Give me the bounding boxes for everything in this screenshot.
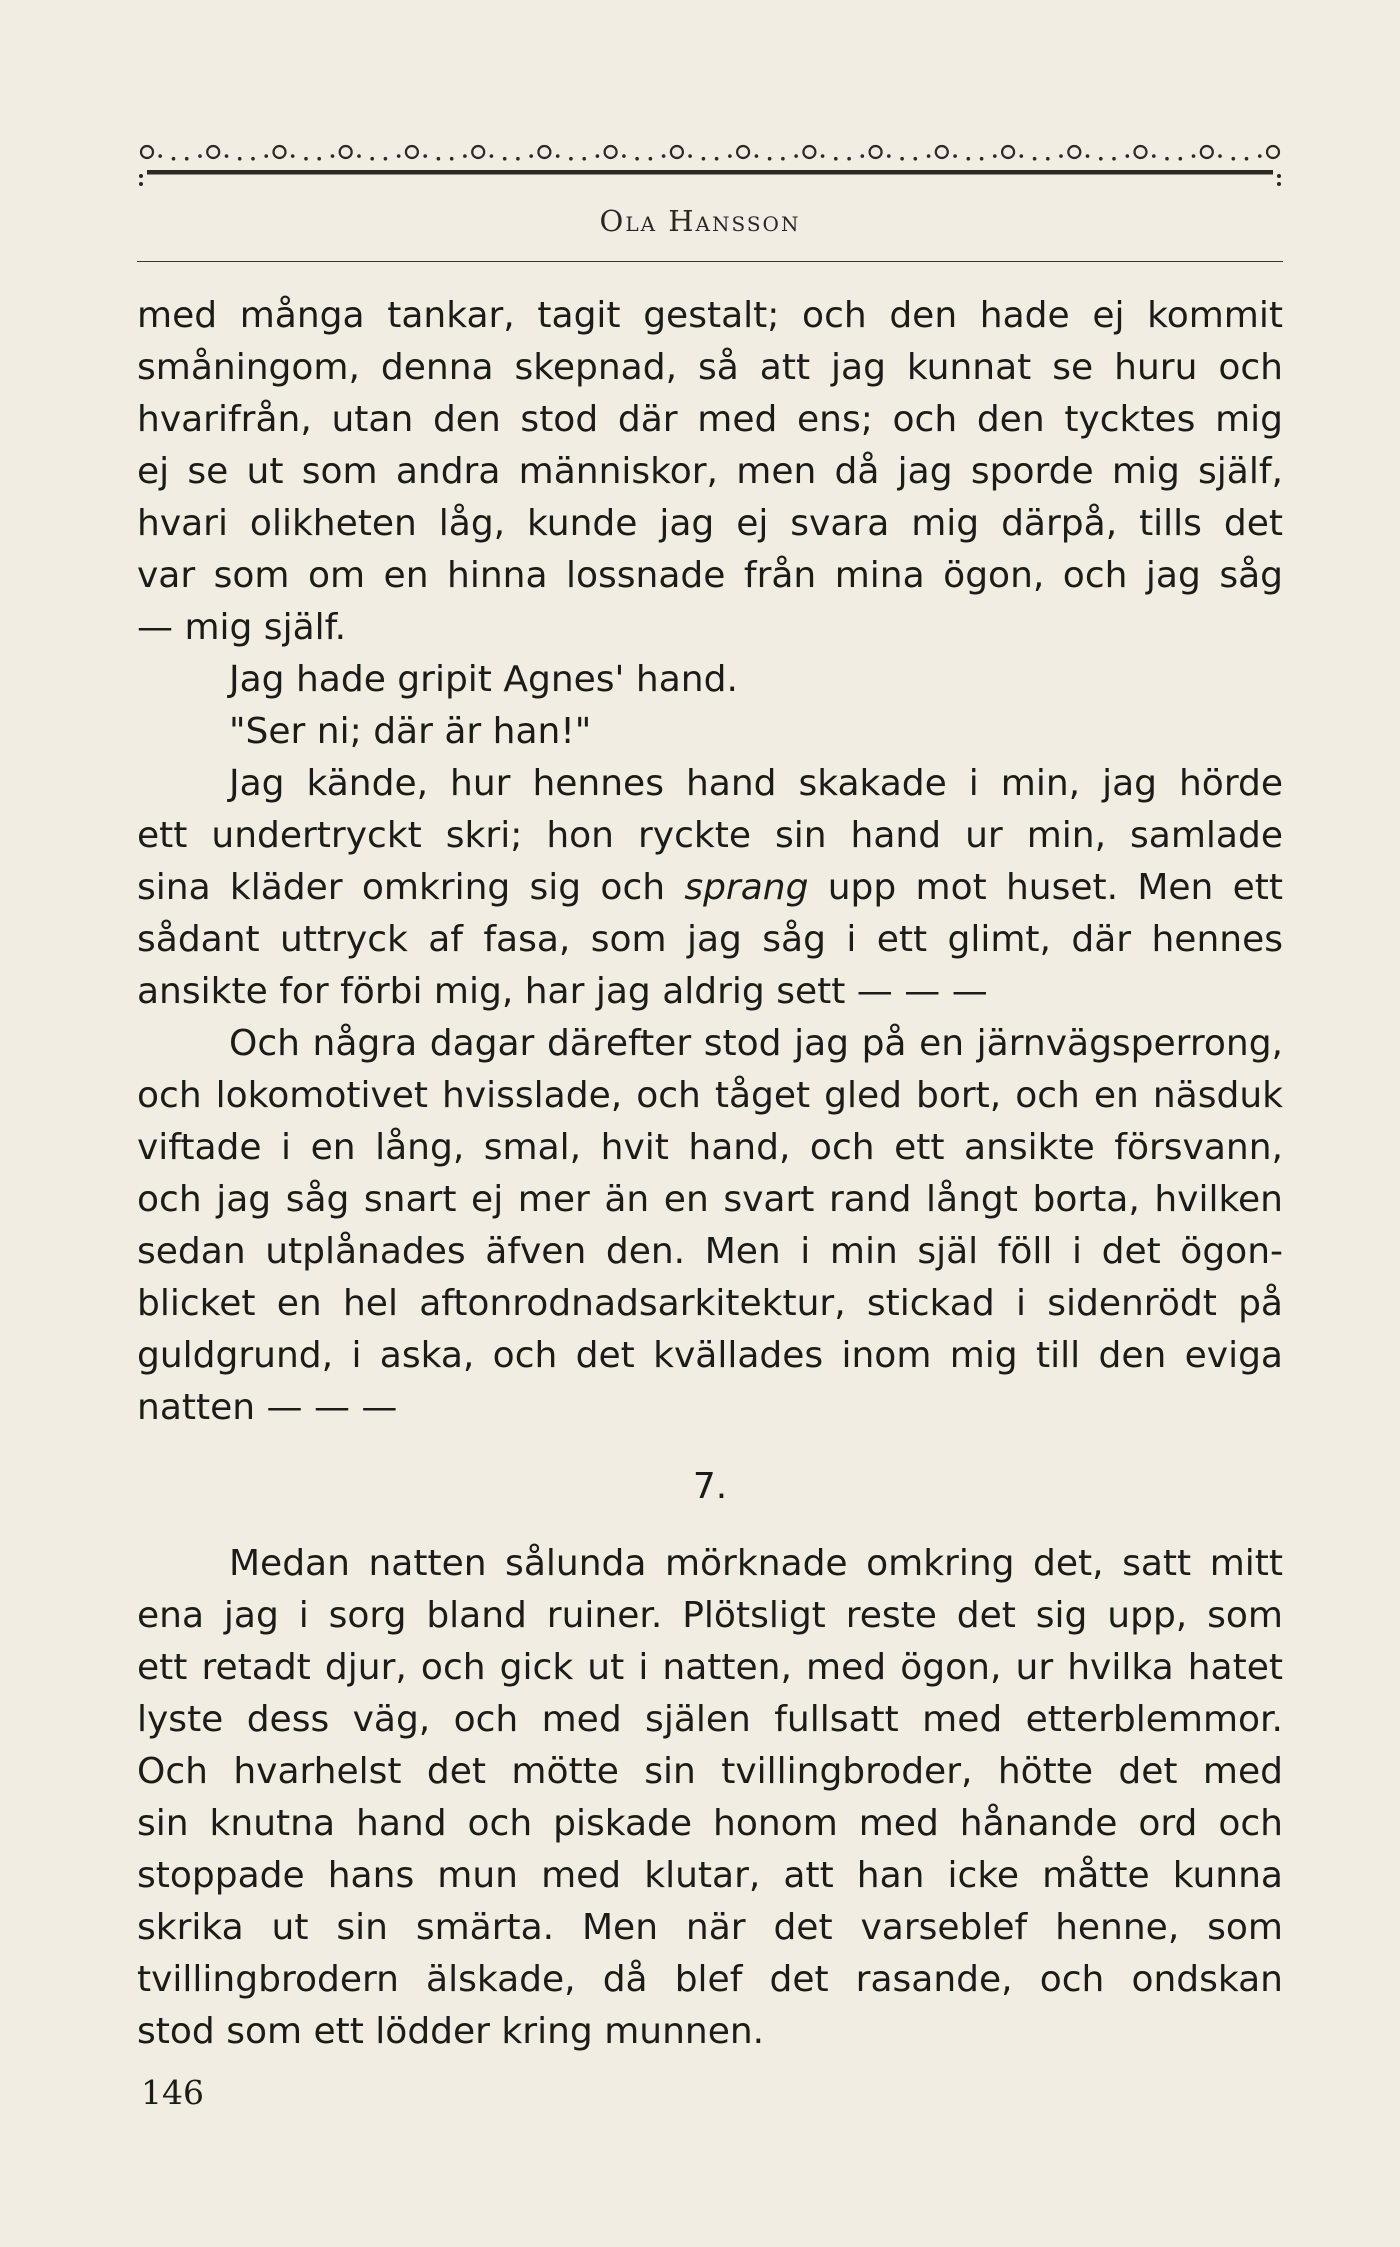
text-line: småningom, denna skepnad, så att jag kunnat se huru och: [137, 347, 1283, 388]
text-line: Jag kände, hur hennes hand skakade i min, jag hörde: [229, 763, 1283, 804]
text-line: hvarifrån, utan den stod där med ens; och den tycktes mig: [137, 399, 1283, 440]
text-line: Och några dagar därefter stod jag på en järnvägsperrong,: [229, 1023, 1283, 1064]
text-line: stoppade hans mun med klutar, att han icke måtte kunna: [137, 1855, 1283, 1896]
text-line: natten — — —: [137, 1387, 398, 1428]
text-line: ej se ut som andra människor, men då jag sporde mig själf,: [137, 451, 1283, 492]
text-line: hvari olikheten låg, kunde jag ej svara mig därpå, tills det: [137, 503, 1283, 544]
body-text: [137, 290, 1283, 2058]
paragraph: [137, 1538, 1283, 2058]
text-run: sina kläder omkring sig och: [137, 867, 685, 908]
paragraphs-bottom: [137, 1538, 1283, 2058]
text-line: "Ser ni; där är han!": [229, 711, 592, 752]
paragraph: [137, 706, 1283, 758]
text-line: ansikte for förbi mig, har jag aldrig sett — — —: [137, 971, 988, 1012]
text-line: lyste dess väg, och med själen fullsatt med etterblemmor.: [137, 1699, 1283, 1740]
text-line: viftade i en lång, smal, hvit hand, och ett ansikte försvann,: [137, 1127, 1283, 1168]
header-rule: [137, 261, 1283, 262]
text-line: Medan natten sålunda mörknade omkring det, satt mitt: [229, 1543, 1283, 1584]
text-line: och jag såg snart ej mer än en svart rand långt borta, hvilken: [137, 1179, 1283, 1220]
paragraph: [137, 758, 1283, 1018]
text-line: [137, 862, 1283, 914]
text-line: tvillingbrodern älskade, då blef det rasande, och ondskan: [137, 1959, 1283, 2000]
paragraph: [137, 290, 1283, 654]
text-run: upp mot huset. Men ett: [808, 867, 1283, 908]
text-line: Jag hade gripit Agnes' hand.: [229, 659, 738, 700]
page-number: 146: [141, 2073, 204, 2112]
text-line: ett undertryckt skri; hon ryckte sin hand ur min, samlade: [137, 815, 1283, 856]
text-line: och lokomotivet hvisslade, och tåget gled bort, och en näsduk: [137, 1075, 1283, 1116]
dotted-chain-ornament-icon: [137, 118, 1283, 188]
section-number: 7.: [692, 1466, 728, 1507]
paragraph: [137, 1018, 1283, 1434]
text-line: stod som ett lödder kring munnen.: [137, 2011, 765, 2052]
paragraphs-top: [137, 290, 1283, 1434]
text-line: sedan utplånades äfven den. Men i min själ föll i det ögon-: [137, 1231, 1283, 1272]
text-line: ena jag i sorg bland ruiner. Plötsligt reste det sig upp, som: [137, 1595, 1283, 1636]
text-line: med många tankar, tagit gestalt; och den hade ej kommit: [137, 295, 1283, 336]
text-line: — mig själf.: [137, 607, 347, 648]
running-head: Ola Hansson: [599, 204, 801, 238]
text-line: Och hvarhelst det mötte sin tvillingbroder, hötte det med: [137, 1751, 1283, 1792]
text-line: guldgrund, i aska, och det kvällades inom mig till den eviga: [137, 1335, 1283, 1376]
emphasized-word: sprang: [684, 867, 809, 908]
text-line: skrika ut sin smärta. Men när det varseblef henne, som: [137, 1907, 1283, 1948]
text-line: blicket en hel aftonrodnadsarkitektur, stickad i sidenrödt på: [137, 1283, 1283, 1324]
text-line: sådant uttryck af fasa, som jag såg i ett glimt, där hennes: [137, 919, 1283, 960]
text-line: ett retadt djur, och gick ut i natten, med ögon, ur hvilka hatet: [137, 1647, 1283, 1688]
text-line: sin knutna hand och piskade honom med hånande ord och: [137, 1803, 1283, 1844]
text-line: var som om en hinna lossnade från mina ögon, och jag såg: [137, 555, 1283, 596]
paragraph: [137, 654, 1283, 706]
